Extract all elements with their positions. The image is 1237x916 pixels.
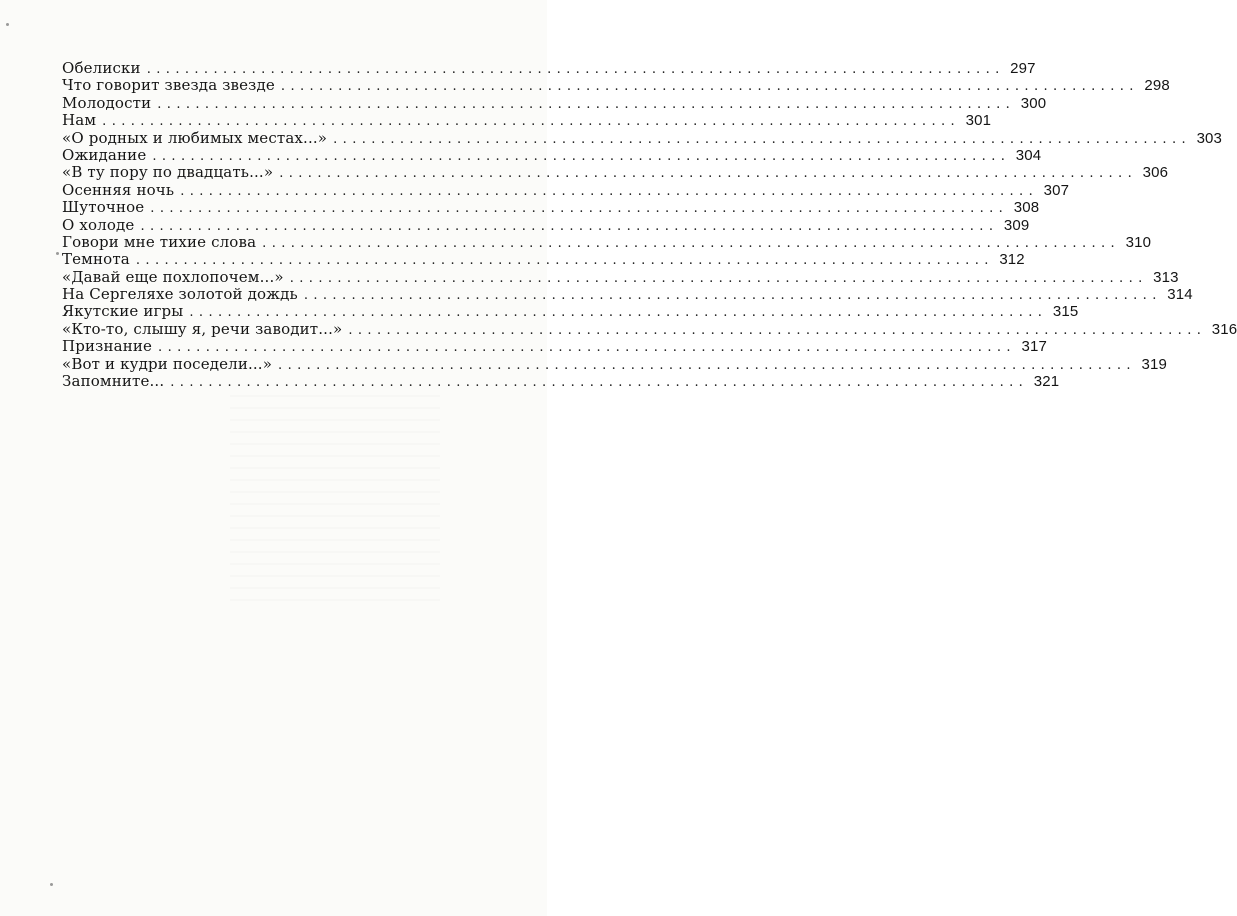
toc-row: [62, 145, 1042, 164]
dot-leader: ..........................................................................................: [102, 114, 961, 130]
toc-row: [62, 354, 1167, 373]
dot-leader: ..........................................................................................: [289, 270, 1148, 286]
dot-leader: ..........................................................................................: [150, 201, 1009, 217]
dot-leader: ..........................................................................................: [152, 148, 1011, 164]
toc-title: «В ту пору по двадцать...»: [62, 163, 274, 182]
toc-page-number: 309: [1003, 216, 1030, 234]
dot-leader: ..........................................................................................: [180, 183, 1039, 199]
toc-title: «Давай еще похлопочем...»: [62, 267, 284, 286]
toc-row: [62, 180, 1070, 199]
toc-row: [62, 319, 1237, 338]
dot-leader: ..........................................................................................: [157, 96, 1016, 112]
toc-page-number: 321: [1033, 373, 1060, 391]
toc-title: О холоде: [62, 215, 135, 234]
toc-row: [62, 163, 1169, 182]
toc-row: [62, 232, 1152, 251]
toc-row: [62, 250, 1025, 269]
toc-page-number: 301: [965, 112, 992, 130]
toc-title: «Кто-то, слышу я, речи заводит...»: [62, 319, 343, 338]
toc-title: Шуточное: [62, 198, 145, 217]
toc-page-number: 310: [1125, 233, 1152, 251]
dot-leader: ..........................................................................................: [303, 288, 1162, 304]
toc-title: Что говорит звезда звезде: [62, 76, 275, 95]
toc-title: Темнота: [62, 250, 130, 269]
toc-page-number: 312: [999, 251, 1025, 269]
toc-title: Запомните...: [62, 372, 165, 391]
dot-leader: ..........................................................................................: [348, 322, 1207, 338]
toc-title: Говори мне тихие слова: [62, 232, 257, 251]
toc-row: [62, 372, 1060, 391]
toc-row: [62, 302, 1079, 321]
toc-title: Осенняя ночь: [62, 180, 175, 199]
toc-row: [62, 337, 1047, 356]
toc-title: «О родных и любимых местах...»: [62, 128, 328, 147]
dot-leader: ..........................................................................................: [280, 79, 1139, 95]
dot-leader: ..........................................................................................: [146, 62, 1005, 77]
toc-page-number: 306: [1142, 164, 1169, 182]
table-of-contents: [62, 59, 1237, 391]
toc-page-number: 314: [1167, 286, 1193, 304]
toc-page-number: 316: [1211, 320, 1237, 338]
toc-title: На Сергеляхе золотой дождь: [62, 285, 298, 304]
toc-page-number: 298: [1144, 77, 1170, 95]
toc-page-number: 297: [1010, 60, 1036, 77]
dot-leader: ..........................................................................................: [262, 235, 1121, 251]
toc-page-number: 303: [1196, 129, 1223, 147]
toc-row: [62, 128, 1223, 147]
show-through-text: [230, 395, 440, 610]
toc-page-number: 319: [1141, 355, 1167, 373]
toc-row: [62, 59, 1036, 77]
dot-leader: ..........................................................................................: [170, 375, 1029, 391]
toc-title: Якутские игры: [62, 302, 184, 321]
dot-leader: ..........................................................................................: [189, 305, 1048, 321]
dot-leader: ..........................................................................................: [333, 131, 1192, 147]
toc-title: Признание: [62, 337, 153, 356]
toc-title: Молодости: [62, 93, 152, 112]
toc-page-number: 300: [1020, 94, 1047, 112]
toc-page-number: 308: [1013, 199, 1040, 217]
toc-row: [62, 76, 1170, 95]
dot-leader: ..........................................................................................: [158, 340, 1016, 356]
toc-page-number: 313: [1153, 268, 1179, 286]
toc-row: [62, 267, 1179, 286]
toc-row: [62, 93, 1047, 112]
toc-row: [62, 198, 1040, 217]
toc-row: [62, 285, 1193, 304]
toc-title: Нам: [62, 111, 97, 130]
toc-title: Обелиски: [62, 59, 141, 77]
dot-leader: ..........................................................................................: [278, 357, 1136, 373]
toc-row: [62, 111, 992, 130]
toc-page-number: 317: [1021, 338, 1047, 356]
edge-mark: [6, 23, 9, 26]
toc-page-number: 304: [1015, 146, 1042, 164]
toc-row: [62, 215, 1030, 234]
edge-mark: [56, 252, 59, 255]
dot-leader: ..........................................................................................: [135, 253, 994, 269]
toc-title: Ожидание: [62, 145, 147, 164]
toc-title: «Вот и кудри поседели...»: [62, 354, 273, 373]
dot-leader: ..........................................................................................: [140, 218, 999, 234]
toc-page-number: 315: [1052, 303, 1079, 321]
edge-mark: [50, 883, 53, 886]
toc-page-number: 307: [1043, 181, 1070, 199]
dot-leader: ..........................................................................................: [279, 166, 1138, 182]
